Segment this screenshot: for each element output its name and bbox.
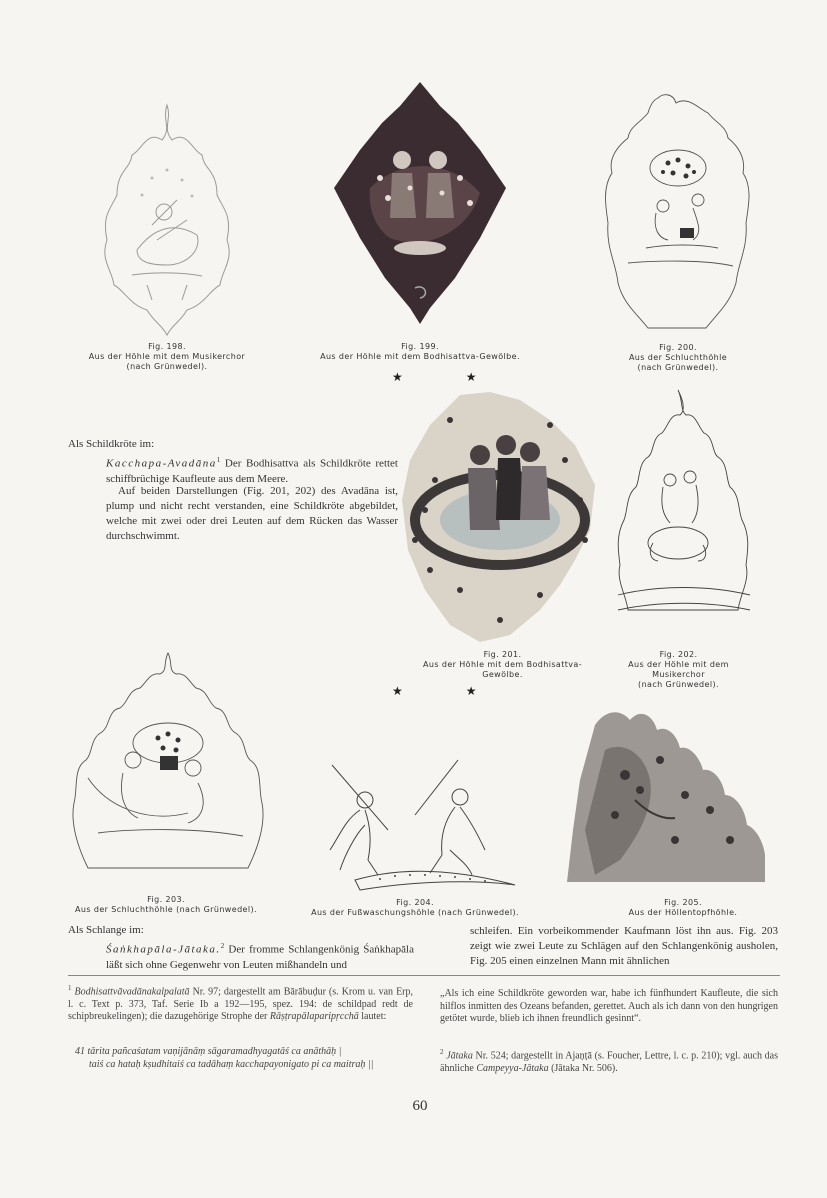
figure-202-caption [606,650,751,690]
verse-line-2: taiś ca hataḥ kṣudhitaiś ca tadāhaṃ kacchapayonigato pi ca maitraḥ || [89,1058,374,1070]
figure-203-caption [66,895,266,915]
footnote-1-translation: „Als ich eine Schildkröte geworden war, habe ich fünfhundert Kaufleute, die sich hilflos inmitten des Ozeans befanden, gerettet. Auch als ich dann von den hungrigen getötet wurde, blieb ich ihnen freundlich gesinnt“. [440,988,778,1024]
figure-202-image [608,385,758,645]
caption-line: Gewölbe. [482,670,523,679]
right-column-paragraph: schleifen. Ein vorbeikommender Kaufmann löst ihn aus. Fig. 203 zeigt wie zwei Leute zu Schlägen auf den Schlangenkönig ausholen, Fig. 205 einen einzelnen Mann mit ähnlichen [470,925,778,967]
fn1-title2: Rāṣṭrapālaparipṛcchā [269,1011,359,1023]
figure-199-caption [300,342,540,362]
figure-200-caption [598,343,758,373]
footnote-ref: 2 [220,942,225,950]
figure-number: Fig. 198. [148,342,186,351]
kacchapa-text: Der Bodhisattva als Schildkröte rettet schiffbrüchige Kaufleute aus dem Meere. [106,457,398,485]
figure-number: Fig. 199. [401,342,439,351]
figure-198-image [92,100,242,340]
figure-203-image [68,648,268,873]
verse-line-1: 41 tārita pañcaśatam vaṇijānāṃ sāgaramadhyagatāś ca anāthāḥ | [75,1046,342,1057]
figure-201-image [400,390,600,645]
figure-number: Fig. 204. [396,898,434,907]
caption-line: (nach Grünwedel). [637,363,719,372]
caption-line: (nach Grünwedel). [126,362,208,371]
caption-line: Aus der Höhle mit dem Musikerchor [628,660,729,679]
caption-line: (nach Grünwedel). [638,680,719,689]
star-separator: ★ ★ [392,684,507,698]
fn2-text2: (Jātaka Nr. 506). [548,1062,618,1074]
figure-number: Fig. 205. [664,898,702,907]
sankhapala-title: Śaṅkhapāla-Jātaka. [106,943,221,956]
section-heading-schlange: Als Schlange im: [68,924,144,936]
fn1-title: Bodhisattvāvadānakalpalatā [74,986,190,998]
caption-line: Aus der Schluchthöhle (nach Grünwedel). [75,905,257,914]
verse [75,1046,420,1071]
caption-line: Aus der Schluchthöhle [628,353,728,362]
figure-205-caption [598,898,768,918]
page-number: 60 [412,1098,428,1114]
footnote-mark: 2 [440,1048,444,1056]
figure-205-image [565,700,770,885]
figure-201-caption [410,650,595,680]
fn1-text: Nr. 97; dargestellt am Bārābuḍur (s. Krom u. van Erp, l. c. Text p. 373, Taf. Serie Ib a 192—195, spez. 194: de schildpad redt de schipbreukelingen); die dazugehörige Strophe der [68,986,414,1023]
footnote-mark: 1 [68,984,72,992]
figure-number: Fig. 201. [483,650,522,659]
figure-198-caption [72,342,262,372]
star-separator: ★ ★ [392,370,507,384]
caption-line: Aus der Fußwaschungshöhle (nach Grünwedel). [311,908,519,917]
fn2-title: Jātaka [446,1050,473,1062]
footnote-divider [68,975,780,976]
figure-200-image [598,88,758,338]
figure-number: Fig. 203. [147,895,185,904]
caption-line: Aus der Höhle mit dem Bodhisattva- [422,660,582,669]
caption-line: Aus der Höhle mit dem Musikerchor [88,352,246,361]
figure-number: Fig. 202. [659,650,698,659]
sankhapala-paragraph [106,939,414,973]
kacchapa-paragraph-2: Auf beiden Darstellungen (Fig. 201, 202) des Avadāna ist, plump und nicht recht verstanden, eine Schildkröte abgebildet, welche mit zwei oder drei Leuten auf dem Rücken das Wasser durchschwimmt. [106,485,398,542]
kacchapa-title: Kacchapa-Avadāna [106,457,217,470]
fn1-text2: lautet: [358,1011,387,1023]
footnote-ref: 1 [216,456,221,464]
caption-line: Aus der Höllentopfhöhle. [628,908,738,917]
fn2-title2: Campeyya-Jātaka [476,1062,549,1074]
figure-199-image [330,78,510,328]
kacchapa-paragraph [106,453,398,487]
sankhapala-text: Der fromme Schlangenkönig Śaṅkhapāla läßt sich ohne Gegenwehr von Leuten mißhandeln und [106,943,414,971]
footnote-2 [440,1046,778,1075]
section-heading-schildkroete: Als Schildkröte im: [68,438,155,450]
figure-number: Fig. 200. [659,343,697,352]
footnote-1 [68,982,413,1024]
caption-line: Aus der Höhle mit dem Bodhisattva-Gewölbe. [320,352,520,361]
figure-204-image [300,755,530,895]
figure-204-caption [300,898,530,918]
fn2-text: Nr. 524; dargestellt in Ajaṇṭā (s. Foucher, Lettre, l. c. p. 210); vgl. auch das ähnliche [440,1050,778,1074]
